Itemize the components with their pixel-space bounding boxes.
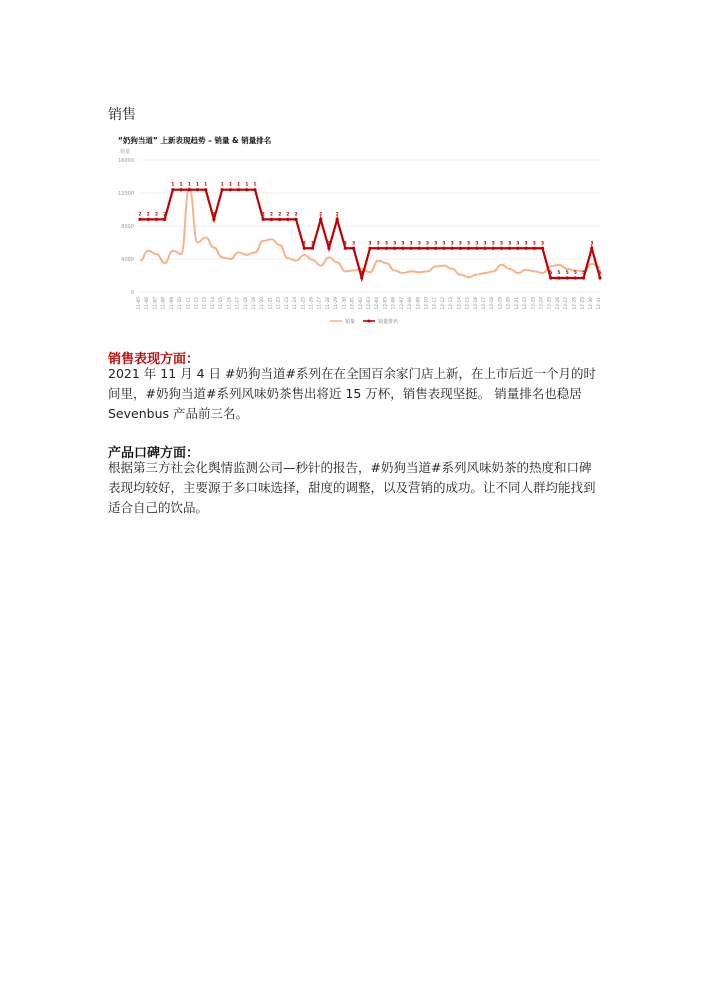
rank-point bbox=[516, 247, 519, 250]
rank-data-label: 3 bbox=[310, 241, 315, 247]
rank-data-label: 1 bbox=[228, 182, 232, 188]
rank-data-label: 1 bbox=[204, 182, 208, 188]
rank-point bbox=[442, 247, 445, 250]
rank-data-label: 3 bbox=[508, 241, 512, 247]
chart-series bbox=[138, 182, 601, 280]
rank-point bbox=[557, 276, 560, 279]
rank-point bbox=[327, 247, 330, 250]
rank-point bbox=[483, 247, 486, 250]
rank-point bbox=[574, 276, 577, 279]
rank-data-label: 1 bbox=[253, 182, 257, 188]
x-tick-label: 11-25 bbox=[301, 297, 307, 310]
rank-data-label: 3 bbox=[458, 241, 462, 247]
rank-point bbox=[377, 247, 380, 250]
x-tick-label: 11-27 bbox=[317, 297, 323, 310]
rank-data-label: 5 bbox=[565, 270, 569, 276]
legend-rank-marker bbox=[368, 320, 371, 323]
rank-data-label: 3 bbox=[524, 241, 528, 247]
rank-data-label: 3 bbox=[483, 241, 487, 247]
chart-legend bbox=[330, 318, 398, 325]
x-tick-label: 12-03 bbox=[367, 297, 372, 310]
x-tick-label: 11-21 bbox=[268, 297, 274, 310]
y-tick-label: 4000 bbox=[121, 257, 134, 263]
rank-data-label: 3 bbox=[434, 241, 438, 247]
rank-point bbox=[278, 218, 281, 221]
rank-data-label: 4 bbox=[360, 270, 364, 276]
x-tick-label: 12-25 bbox=[547, 297, 553, 310]
rank-point bbox=[229, 188, 232, 191]
x-tick-label: 11-18 bbox=[243, 297, 249, 310]
rank-data-label: 2 bbox=[335, 212, 339, 218]
x-tick-label: 11-17 bbox=[235, 297, 241, 310]
x-tick-label: 12-29 bbox=[580, 297, 586, 310]
rank-data-label: 2 bbox=[146, 212, 150, 218]
y-tick-label: 12000 bbox=[118, 191, 134, 197]
x-tick-label: 11-07 bbox=[153, 297, 159, 310]
rank-point bbox=[541, 247, 544, 250]
x-tick-label: 12-27 bbox=[564, 297, 570, 310]
rank-data-label: 3 bbox=[393, 241, 397, 247]
x-tick-label: 11-23 bbox=[284, 297, 290, 310]
x-tick-label: 12-20 bbox=[506, 297, 512, 310]
heading-reputation: 产品口碑方面： bbox=[108, 446, 200, 461]
x-tick-label: 11-11 bbox=[186, 297, 192, 310]
rank-data-label: 3 bbox=[384, 241, 388, 247]
rank-point bbox=[508, 247, 511, 250]
rank-data-label: 2 bbox=[269, 212, 273, 218]
rank-point bbox=[253, 188, 256, 191]
rank-data-label: 2 bbox=[154, 212, 158, 218]
paragraph-reputation: 根据第三方社会化舆情监测公司—秒针的报告，#奶狗当道#系列风味奶茶的热度和口碑表现均较好，主要源于多口味选择，甜度的调整，以及营销的成功。让不同人群均能找到适合自己的饮品。 bbox=[108, 460, 596, 515]
x-axis-ticks bbox=[136, 297, 602, 310]
chart-title: “奶狗当道” 上新表现趋势 – 销量 & 销量排名 bbox=[118, 136, 272, 145]
x-tick-label: 11-29 bbox=[334, 297, 340, 310]
y-axis-ticks bbox=[118, 158, 134, 296]
rank-point bbox=[270, 218, 273, 221]
rank-point bbox=[311, 247, 314, 250]
rank-data-label: 1 bbox=[195, 182, 200, 188]
x-tick-label: 12-19 bbox=[498, 297, 504, 310]
rank-point bbox=[533, 247, 536, 250]
rank-point bbox=[171, 188, 174, 191]
x-tick-label: 11-08 bbox=[161, 297, 167, 310]
x-tick-label: 11-26 bbox=[309, 297, 315, 310]
rank-point bbox=[492, 247, 495, 250]
x-tick-label: 12-31 bbox=[597, 297, 602, 310]
rank-point bbox=[368, 247, 371, 250]
rank-data-label: 1 bbox=[187, 182, 191, 188]
x-tick-label: 11-12 bbox=[194, 297, 200, 310]
rank-point bbox=[147, 218, 150, 221]
x-tick-label: 12-30 bbox=[588, 297, 594, 310]
rank-point bbox=[179, 188, 182, 191]
rank-point bbox=[409, 247, 412, 250]
x-tick-label: 12-18 bbox=[490, 297, 496, 310]
rank-data-label: 3 bbox=[532, 241, 536, 247]
rank-data-label: 3 bbox=[491, 241, 495, 247]
chart-ylabel: 销量 bbox=[120, 149, 131, 155]
x-tick-label: 11-09 bbox=[169, 297, 175, 310]
rank-point bbox=[344, 247, 347, 250]
sales-chart bbox=[108, 128, 608, 333]
rank-data-label: 2 bbox=[319, 212, 323, 218]
x-tick-label: 12-10 bbox=[424, 297, 430, 310]
x-tick-label: 12-28 bbox=[572, 297, 578, 310]
rank-data-label: 2 bbox=[278, 212, 282, 218]
rank-data-label: 2 bbox=[286, 212, 290, 218]
x-tick-label: 12-04 bbox=[375, 297, 381, 310]
x-tick-label: 11-19 bbox=[252, 297, 257, 310]
rank-data-label: 3 bbox=[368, 241, 372, 247]
rank-data-label: 2 bbox=[138, 212, 142, 218]
rank-point bbox=[303, 247, 306, 250]
rank-point bbox=[286, 218, 289, 221]
rank-point bbox=[434, 247, 437, 250]
rank-data-label: 1 bbox=[245, 182, 249, 188]
rank-data-label: 3 bbox=[450, 241, 454, 247]
x-tick-label: 11-24 bbox=[293, 297, 299, 310]
x-tick-label: 11-20 bbox=[260, 297, 266, 310]
x-tick-label: 11-14 bbox=[210, 297, 216, 310]
x-tick-label: 12-09 bbox=[416, 297, 422, 310]
rank-point bbox=[294, 218, 297, 221]
rank-data-label: 1 bbox=[220, 182, 224, 188]
rank-data-label: 3 bbox=[409, 241, 413, 247]
x-tick-label: 12-15 bbox=[465, 297, 471, 310]
x-tick-label: 12-16 bbox=[473, 297, 479, 310]
y-tick-label: 8000 bbox=[121, 224, 134, 230]
rank-point bbox=[426, 247, 429, 250]
x-tick-label: 12-11 bbox=[432, 297, 438, 310]
rank-point bbox=[319, 218, 322, 221]
series-rank-line bbox=[140, 190, 600, 278]
x-tick-label: 11-22 bbox=[276, 297, 282, 310]
x-tick-label: 11-05 bbox=[137, 297, 142, 310]
section-title: 销售 bbox=[108, 107, 136, 123]
rank-point bbox=[212, 218, 215, 221]
rank-data-label: 5 bbox=[582, 270, 586, 276]
rank-point bbox=[221, 188, 224, 191]
rank-point bbox=[204, 188, 207, 191]
x-tick-label: 11-13 bbox=[202, 297, 208, 310]
rank-data-label: 3 bbox=[343, 241, 347, 247]
rank-point bbox=[360, 276, 363, 279]
rank-point bbox=[336, 218, 339, 221]
rank-point bbox=[467, 247, 470, 250]
rank-point bbox=[393, 247, 396, 250]
heading-sales-performance: 销售表现方面： bbox=[108, 352, 200, 367]
rank-data-label: 3 bbox=[516, 241, 520, 247]
x-tick-label: 11-16 bbox=[227, 297, 233, 310]
rank-point bbox=[155, 218, 158, 221]
rank-point bbox=[352, 247, 355, 250]
rank-data-label: 3 bbox=[376, 241, 380, 247]
x-tick-label: 12-26 bbox=[555, 297, 561, 310]
x-tick-label: 12-23 bbox=[531, 297, 537, 310]
rank-point bbox=[590, 247, 593, 250]
rank-point bbox=[500, 247, 503, 250]
x-tick-label: 12-12 bbox=[440, 297, 446, 310]
rank-point bbox=[459, 247, 462, 250]
x-tick-label: 11-15 bbox=[219, 297, 225, 310]
rank-data-label: 5 bbox=[573, 270, 577, 276]
rank-point bbox=[524, 247, 527, 250]
x-tick-label: 12-08 bbox=[408, 297, 414, 310]
rank-data-label: 3 bbox=[401, 241, 405, 247]
rank-point bbox=[566, 276, 569, 279]
rank-point bbox=[262, 218, 265, 221]
rank-data-label: 3 bbox=[417, 241, 421, 247]
rank-data-label: 3 bbox=[302, 241, 306, 247]
rank-data-label: 3 bbox=[352, 241, 356, 247]
rank-point bbox=[245, 188, 248, 191]
rank-data-label: 3 bbox=[499, 241, 503, 247]
rank-data-label: 1 bbox=[179, 182, 183, 188]
rank-point bbox=[163, 218, 166, 221]
x-tick-label: 12-02 bbox=[358, 297, 364, 310]
rank-point bbox=[582, 276, 585, 279]
rank-data-label: 3 bbox=[590, 241, 594, 247]
rank-point bbox=[237, 188, 240, 191]
x-tick-label: 11-30 bbox=[342, 297, 348, 310]
x-tick-label: 12-17 bbox=[482, 297, 487, 310]
rank-data-label: 3 bbox=[425, 241, 430, 247]
paragraph-sales: 2021 年 11 月 4 日 #奶狗当道#系列在在全国百余家门店上新，在上市后近一个月的时间里，#奶狗当道#系列风味奶茶售出将近 15 万杯，销售表现坚挺。 销量排名也稳居 Sevenbus 产品前三名。 bbox=[108, 366, 596, 421]
legend-sales-label: 销量 bbox=[345, 319, 356, 325]
rank-data-label: 2 bbox=[212, 212, 216, 218]
rank-data-label: 1 bbox=[237, 182, 241, 188]
y-tick-label: 0 bbox=[130, 290, 134, 296]
x-tick-label: 12-24 bbox=[539, 297, 545, 310]
rank-point bbox=[138, 218, 141, 221]
rank-data-label: 3 bbox=[327, 241, 331, 247]
rank-point bbox=[451, 247, 454, 250]
rank-data-label: 5 bbox=[549, 270, 553, 276]
x-tick-label: 12-01 bbox=[350, 297, 356, 310]
x-tick-label: 12-22 bbox=[523, 297, 529, 310]
rank-data-label: 2 bbox=[294, 212, 298, 218]
x-tick-label: 11-28 bbox=[325, 297, 331, 310]
rank-data-label: 2 bbox=[163, 212, 167, 218]
x-tick-label: 12-06 bbox=[391, 297, 397, 310]
x-tick-label: 12-05 bbox=[383, 297, 389, 310]
chart-svg bbox=[108, 128, 608, 333]
x-tick-label: 12-14 bbox=[457, 297, 463, 310]
x-tick-label: 12-07 bbox=[399, 297, 405, 310]
rank-point bbox=[418, 247, 421, 250]
x-tick-label: 12-21 bbox=[514, 297, 520, 310]
rank-point bbox=[475, 247, 478, 250]
legend-rank-label: 销量排名 bbox=[378, 319, 399, 325]
rank-data-label: 3 bbox=[475, 241, 479, 247]
rank-data-label: 3 bbox=[467, 241, 471, 247]
rank-point bbox=[598, 276, 601, 279]
rank-point bbox=[401, 247, 404, 250]
x-tick-label: 11-10 bbox=[178, 297, 184, 310]
x-tick-label: 12-13 bbox=[449, 297, 455, 310]
rank-data-label: 3 bbox=[540, 241, 545, 247]
rank-data-label: 1 bbox=[171, 182, 175, 188]
rank-point bbox=[188, 188, 191, 191]
rank-point bbox=[385, 247, 388, 250]
rank-data-label: 3 bbox=[442, 241, 446, 247]
x-tick-label: 11-06 bbox=[145, 297, 151, 310]
rank-data-label: 2 bbox=[261, 212, 265, 218]
y-tick-label: 16000 bbox=[118, 158, 134, 164]
rank-data-label: 5 bbox=[598, 270, 602, 276]
rank-data-label: 5 bbox=[557, 270, 561, 276]
rank-point bbox=[196, 188, 199, 191]
rank-point bbox=[549, 276, 552, 279]
